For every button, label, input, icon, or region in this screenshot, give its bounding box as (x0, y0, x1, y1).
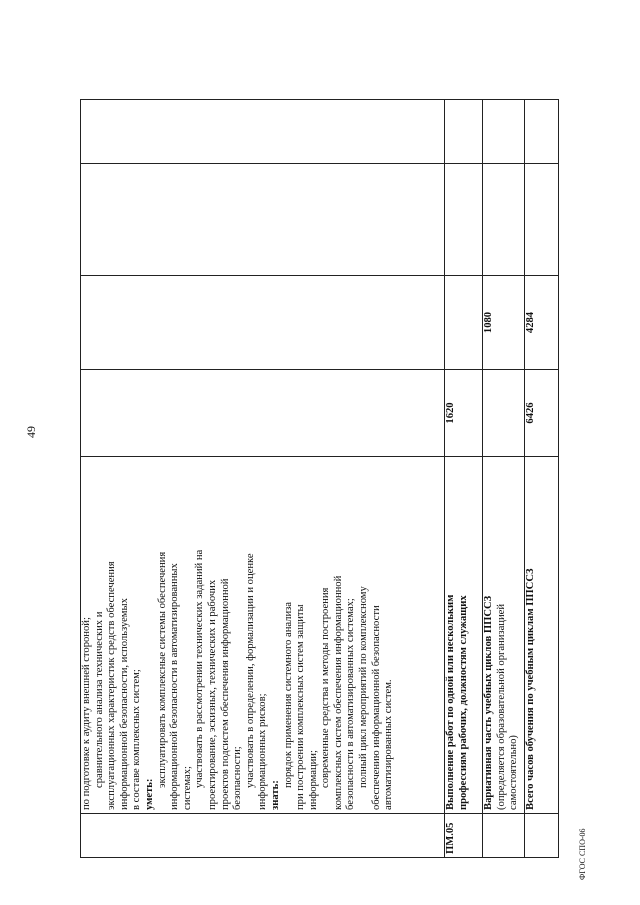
variative-discipline-empty (483, 164, 525, 276)
text-line: проектов подсистем обеспечения информационной (219, 578, 231, 810)
pm-discipline-empty (445, 164, 483, 276)
total-code-empty (525, 814, 559, 858)
hours-cell-empty (81, 370, 445, 457)
variative-code-empty (483, 814, 525, 858)
text-line: сравнительного анализа технических и (93, 611, 105, 788)
text-line: по подготовке к аудиту внешней стороной; (81, 617, 92, 810)
text-line: в составе комплексных систем; (131, 669, 143, 810)
competencies-cell (81, 457, 445, 814)
variative-hours: 1080 (483, 276, 525, 370)
page-number: 49 (24, 426, 38, 438)
text-line: информационной безопасности в автоматизированных (169, 563, 181, 810)
codes-cell-empty (81, 100, 445, 164)
text-line: безопасности в автоматизированных системах; (345, 598, 357, 810)
text-line: информационных рисков; (257, 693, 269, 810)
text-line: уметь: (143, 778, 155, 810)
total-label: Всего часов обучения по учебным циклам ППССЗ (525, 457, 559, 814)
text-line: участвовать в определении, формализации и оценке (244, 553, 256, 788)
text-line: обеспечению информационной безопасности (370, 605, 382, 810)
competencies-text (81, 460, 396, 810)
discipline-cell-empty (81, 164, 445, 276)
text-line: полный цикл мероприятий по комплексному (358, 586, 370, 788)
text-line: современные средства и методы построения (320, 587, 332, 788)
text-line: проектирование, эскизных, технических и рабочих (206, 579, 218, 810)
table-row-competencies (81, 100, 445, 858)
pm-code: ПМ.05 (445, 814, 483, 858)
table-row-pm05 (445, 100, 483, 858)
text-line: участвовать в рассмотрении технических заданий на (194, 549, 206, 788)
pm-title-line: Выполнение работ по одной или нескольким (445, 594, 456, 810)
text-line: комплексных систем обеспечения информационной (332, 575, 344, 810)
document-code: ФГОС СПО-06 (578, 828, 587, 880)
rotated-page (80, 100, 558, 858)
total-hours2: 4284 (525, 276, 559, 370)
variative-codes-empty (483, 100, 525, 164)
text-line: порядок применения системного анализа (282, 601, 294, 788)
text-line: информационной безопасности, используемых (118, 598, 130, 810)
pm-title-line: профессиям рабочих, должностям служащих (457, 595, 469, 810)
text-line: знать: (269, 780, 281, 810)
variative-title (483, 457, 525, 814)
variative-hours-empty (483, 370, 525, 457)
text-line: информации; (307, 750, 319, 810)
variative-title-line: самостоятельно) (508, 735, 520, 810)
text-line: системах; (181, 766, 193, 810)
pm-hours2-empty (445, 276, 483, 370)
table-row-total (525, 100, 559, 858)
total-codes-empty (525, 100, 559, 164)
pm-title (445, 457, 483, 814)
text-line: автоматизированных систем. (383, 679, 395, 810)
curriculum-table (80, 99, 559, 858)
total-hours: 6426 (525, 370, 559, 457)
table-row-variative (483, 100, 525, 858)
pm-codes-empty (445, 100, 483, 164)
pm-hours: 1620 (445, 370, 483, 457)
text-line: эксплуатационных характеристик средств обеспечения (106, 561, 118, 810)
hours2-cell-empty (81, 276, 445, 370)
text-line: при построении комплексных систем защиты (295, 604, 307, 810)
variative-title-line: Вариативная часть учебных циклов ППССЗ (483, 595, 494, 810)
text-line: эксплуатировать комплексные системы обеспечения (156, 551, 168, 788)
text-line: безопасности; (232, 746, 244, 810)
code-cell-empty (81, 814, 445, 858)
variative-title-line: (определяется образовательной организацией (495, 604, 507, 810)
total-discipline-empty (525, 164, 559, 276)
